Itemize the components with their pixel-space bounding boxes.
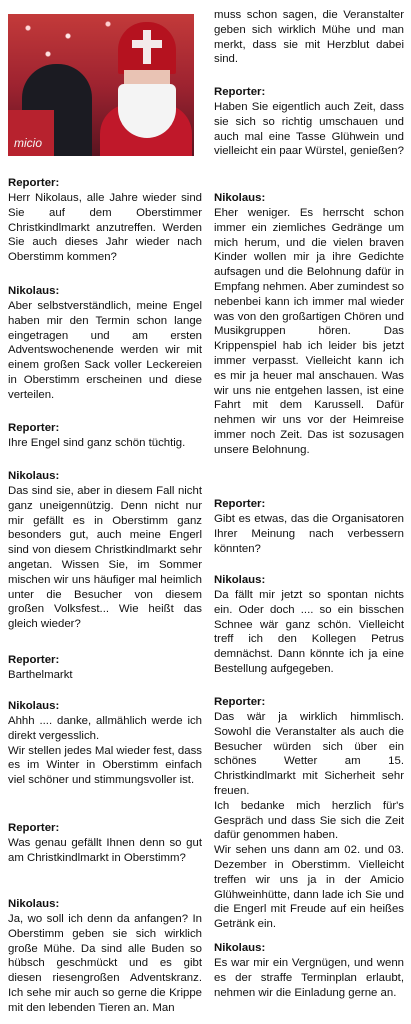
speaker-label: Reporter:	[8, 422, 60, 434]
speaker-label: Nikolaus:	[214, 574, 266, 586]
interview-text: Eher weniger. Es herrscht schon immer ein ziemliches Gedränge um mich herum, und die vielen braven Kinder wollen mir ja ihre Gedichte aufsagen und die Belohnung dafür in Empfang nehmen. Aber zumindest so nebenbei kann ich immer mal wieder was von den großartigen Chören und Musikgruppen hören. Das Krippenspiel hab ich leider bis jetzt immer verpasst. Vielleicht kann ich es mir ja heuer mal anschauen. Was wir uns nie entgehen lassen, ist eine Fahrt mit dem Karussell. Dafür nehmen wir uns vor der Heimreise immer noch Zeit. Das ist sozusagen unsere Belohnung.	[214, 207, 404, 456]
interview-block	[214, 496, 404, 556]
speaker-label: Nikolaus:	[214, 192, 266, 204]
interview-text: Gibt es etwas, das die Organisatoren Ihrer Meinung nach verbessern könnten?	[214, 513, 404, 555]
interview-block	[8, 820, 202, 866]
stall-sign	[8, 110, 54, 156]
speaker-label: Reporter:	[214, 86, 266, 98]
interview-block	[214, 694, 404, 932]
interview-text: Haben Sie eigentlich auch Zeit, dass sie sich so richtig umschauen und auch mal eine Tasse Glühwein und vielleicht ein paar Würstel, genießen?	[214, 101, 404, 158]
interview-block	[8, 652, 202, 683]
interview-text: Ahhh .... danke, allmählich werde ich direkt vergesslich.	[8, 715, 202, 742]
interview-block	[8, 698, 202, 788]
interview-text: Es war mir ein Vergnügen, und wenn es der straffe Terminplan erlaubt, nehmen wir die Einladung gerne an.	[214, 957, 404, 999]
interview-text: Herr Nikolaus, alle Jahre wieder sind Sie auf dem Oberstimmer Christkindlmarkt anzutreffen. Werden Sie auch dieses Jahr wieder nach Oberstimm kommen?	[8, 192, 202, 264]
interview-block	[8, 896, 202, 1016]
speaker-label: Nikolaus:	[214, 942, 266, 954]
interview-block	[214, 572, 404, 677]
interview-block	[214, 84, 404, 159]
speaker-label: Reporter:	[214, 696, 266, 708]
speaker-label: Reporter:	[8, 654, 60, 666]
speaker-label: Nikolaus:	[8, 470, 60, 482]
interview-text: Barthelmarkt	[8, 669, 73, 681]
interview-text: Aber selbstverständlich, meine Engel haben mir den Termin schon lange eingetragen und am ersten Adventswochenende werden wir mit einem großen Sack voller Leckereien in Oberstimm erscheinen und diese verteilen.	[8, 300, 202, 401]
speaker-label: Reporter:	[214, 498, 266, 510]
interview-text-2: Wir stellen jedes Mal wieder fest, dass es im Winter in Oberstimm einfach viel schöner und stimmungsvoller ist.	[8, 744, 202, 787]
interview-text: Ja, wo soll ich denn da anfangen? In Oberstimm geben sie sich wirklich große Mühe. Da sind alle Buden so hübsch geschmückt und es gibt diesen riesengroßen Adventskranz. Ich sehe mir auch so gerne die Krippe mit den lebenden Tieren an. Man	[8, 913, 202, 1014]
speaker-label: Nikolaus:	[8, 285, 60, 297]
interview-text: Da fällt mir jetzt so spontan nichts ein. Oder doch .... so ein bisschen Schnee wär ganz schön. Vielleicht treff ich den Kollegen Petrus demnächst. Dann könnte ich ja eine Bestellung aufgegeben.	[214, 589, 404, 675]
speaker-label: Reporter:	[8, 177, 60, 189]
interview-block	[214, 8, 404, 67]
speaker-label: Reporter:	[8, 822, 60, 834]
stall-sign-text: micio	[14, 136, 43, 150]
interview-block	[8, 468, 202, 632]
mitre-cross-horizontal	[132, 40, 162, 48]
interview-block	[214, 190, 404, 458]
interview-text: Das sind sie, aber in diesem Fall nicht ganz uneigennützig. Denn nicht nur mir gefällt es in Oberstimm ganz besonders gut, auch meine Engerl sind von diesem Christkindlmarkt sehr angetan. Wissen Sie, im Sommer mischen wir uns häufiger mal heimlich unter die Besucher von diesem großen Volksfest... Wie heißt das gleich wieder?	[8, 485, 202, 631]
santa-photo	[8, 14, 194, 156]
interview-text: Was genau gefällt Ihnen denn so gut am Christkindlmarkt in Oberstimm?	[8, 837, 202, 864]
speaker-label: Nikolaus:	[8, 700, 60, 712]
interview-text-3: Wir sehen uns dann am 02. und 03. Dezember in Oberstimm. Vielleicht treffen wir uns ja in der Amicio Glühweinhütte, dann lade ich Sie und die Engerl mit Freude auf ein heißes Getränk ein.	[214, 844, 404, 931]
interview-text: muss schon sagen, die Veranstalter geben sich wirklich Mühe und man merkt, dass sie mit Herzblut dabei sind.	[214, 9, 404, 66]
interview-block	[8, 420, 202, 451]
speaker-label: Nikolaus:	[8, 898, 60, 910]
interview-text-2: Ich bedanke mich herzlich für's Gespräch und dass Sie sich die Zeit dafür genommen haben.	[214, 799, 404, 842]
interview-text: Das wär ja wirklich himmlisch. Sowohl die Veranstalter als auch die Besucher würden sich über ein schönes Wetter am 15. Christkindlmarkt mit Sicherheit sehr freuen.	[214, 711, 404, 797]
interview-text: Ihre Engel sind ganz schön tüchtig.	[8, 437, 186, 449]
interview-block	[214, 940, 404, 1000]
interview-block	[8, 175, 202, 265]
interview-block	[8, 283, 202, 403]
